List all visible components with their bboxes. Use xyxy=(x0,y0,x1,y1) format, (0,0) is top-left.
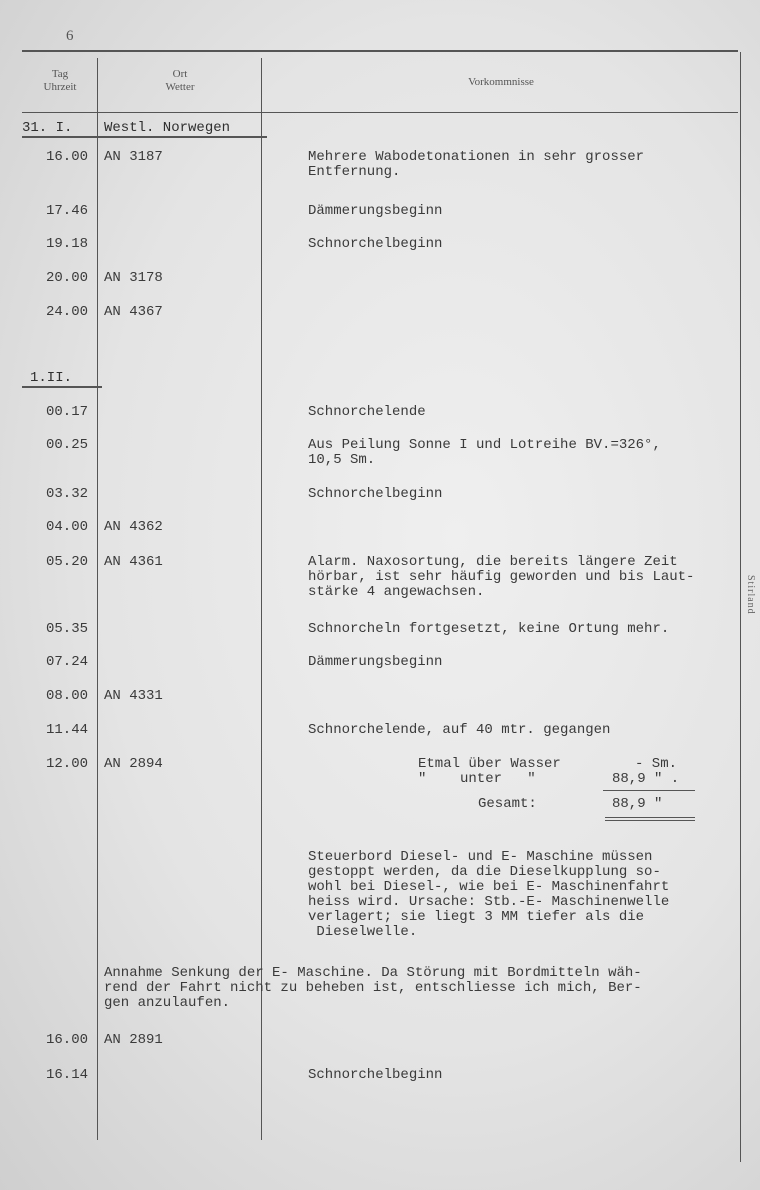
entry-time: 05.20 xyxy=(46,554,89,570)
entry-text: Dämmerungsbeginn xyxy=(308,203,443,219)
entry-time: 17.46 xyxy=(46,203,89,219)
paragraph-decision: Annahme Senkung der E- Maschine. Da Störung mit Bordmitteln wäh- rend der Fahrt nicht zu beheben ist, entschliesse ich mich, Ber- gen anzulaufen. xyxy=(104,965,642,1011)
entry-time: 00.25 xyxy=(46,437,89,453)
entry-time: 12.00 xyxy=(46,756,89,772)
etmal-sum-rule xyxy=(603,790,695,791)
entry-position: AN 4362 xyxy=(104,519,163,535)
column-rule-3 xyxy=(740,52,741,1162)
header-day-time: Tag Uhrzeit xyxy=(43,68,77,93)
etmal-total-value: 88,9 " xyxy=(612,796,663,812)
entry-time: 00.17 xyxy=(46,404,89,420)
page-number: 6 xyxy=(66,28,74,44)
etmal-double-rule-1 xyxy=(605,817,695,818)
entry-position: AN 3178 xyxy=(104,270,163,286)
paragraph-defect: Steuerbord Diesel- und E- Maschine müssen gestoppt werden, da die Dieselkupplung so- wohl bei Diesel-, wie bei E- Maschinenfahrt heiss wird. Ursache: Stb.-E- Maschinenwelle verlagert; sie liegt 3 MM tiefer als die Dieselwelle. xyxy=(308,849,670,940)
entry-text: Schnorchelende, auf 40 mtr. gegangen xyxy=(308,722,611,738)
header-top-rule xyxy=(22,50,738,52)
etmal-double-rule-2 xyxy=(605,820,695,821)
entry-text: Aus Peilung Sonne I und Lotreihe BV.=326°, 10,5 Sm. xyxy=(308,437,661,468)
section-date: 1.II. xyxy=(30,370,73,386)
entry-time: 08.00 xyxy=(46,688,89,704)
entry-time: 19.18 xyxy=(46,236,89,252)
entry-text: Alarm. Naxosortung, die bereits längere Zeit hörbar, ist sehr häufig geworden und bis Laut- stärke 4 angewachsen. xyxy=(308,554,695,600)
entry-position: AN 4331 xyxy=(104,688,163,704)
entry-time: 16.00 xyxy=(46,149,89,165)
entry-position: AN 4367 xyxy=(104,304,163,320)
etmal-label: Etmal über Wasser xyxy=(418,756,561,772)
header-place-weather: Ort Wetter xyxy=(165,68,195,93)
entry-time: 07.24 xyxy=(46,654,89,670)
entry-position: AN 2891 xyxy=(104,1032,163,1048)
entry-time: 11.44 xyxy=(46,722,89,738)
entry-text: Mehrere Wabodetonationen in sehr grosser Entfernung. xyxy=(308,149,645,180)
etmal-over-value: - Sm. xyxy=(635,756,678,772)
header-events: Vorkommnisse xyxy=(468,76,534,88)
entry-text: Schnorchelbeginn xyxy=(308,486,443,502)
column-rule-1 xyxy=(97,58,98,1140)
entry-time: 24.00 xyxy=(46,304,89,320)
entry-position: AN 4361 xyxy=(104,554,163,570)
entry-time: 20.00 xyxy=(46,270,89,286)
date-rule-2 xyxy=(22,386,102,388)
entry-text: Schnorchelbeginn xyxy=(308,1067,443,1083)
entry-time: 03.32 xyxy=(46,486,89,502)
section-date: 31. I. xyxy=(22,120,73,136)
etmal-total-label: Gesamt: xyxy=(478,796,537,812)
entry-time: 16.14 xyxy=(46,1067,89,1083)
entry-text: Schnorchelende xyxy=(308,404,426,420)
etmal-under-label: " unter " xyxy=(418,771,536,787)
entry-text: Dämmerungsbeginn xyxy=(308,654,443,670)
margin-note: Stirland xyxy=(745,575,756,615)
entry-time: 05.35 xyxy=(46,621,89,637)
entry-time: 16.00 xyxy=(46,1032,89,1048)
entry-position: AN 3187 xyxy=(104,149,163,165)
entry-time: 04.00 xyxy=(46,519,89,535)
section-place: Westl. Norwegen xyxy=(104,120,231,136)
entry-text: Schnorchelbeginn xyxy=(308,236,443,252)
etmal-under-value: 88,9 " . xyxy=(612,771,680,787)
entry-text: Schnorcheln fortgesetzt, keine Ortung mehr. xyxy=(308,621,670,637)
entry-position: AN 2894 xyxy=(104,756,163,772)
date-rule-1 xyxy=(22,136,267,138)
header-bottom-rule xyxy=(22,112,738,113)
